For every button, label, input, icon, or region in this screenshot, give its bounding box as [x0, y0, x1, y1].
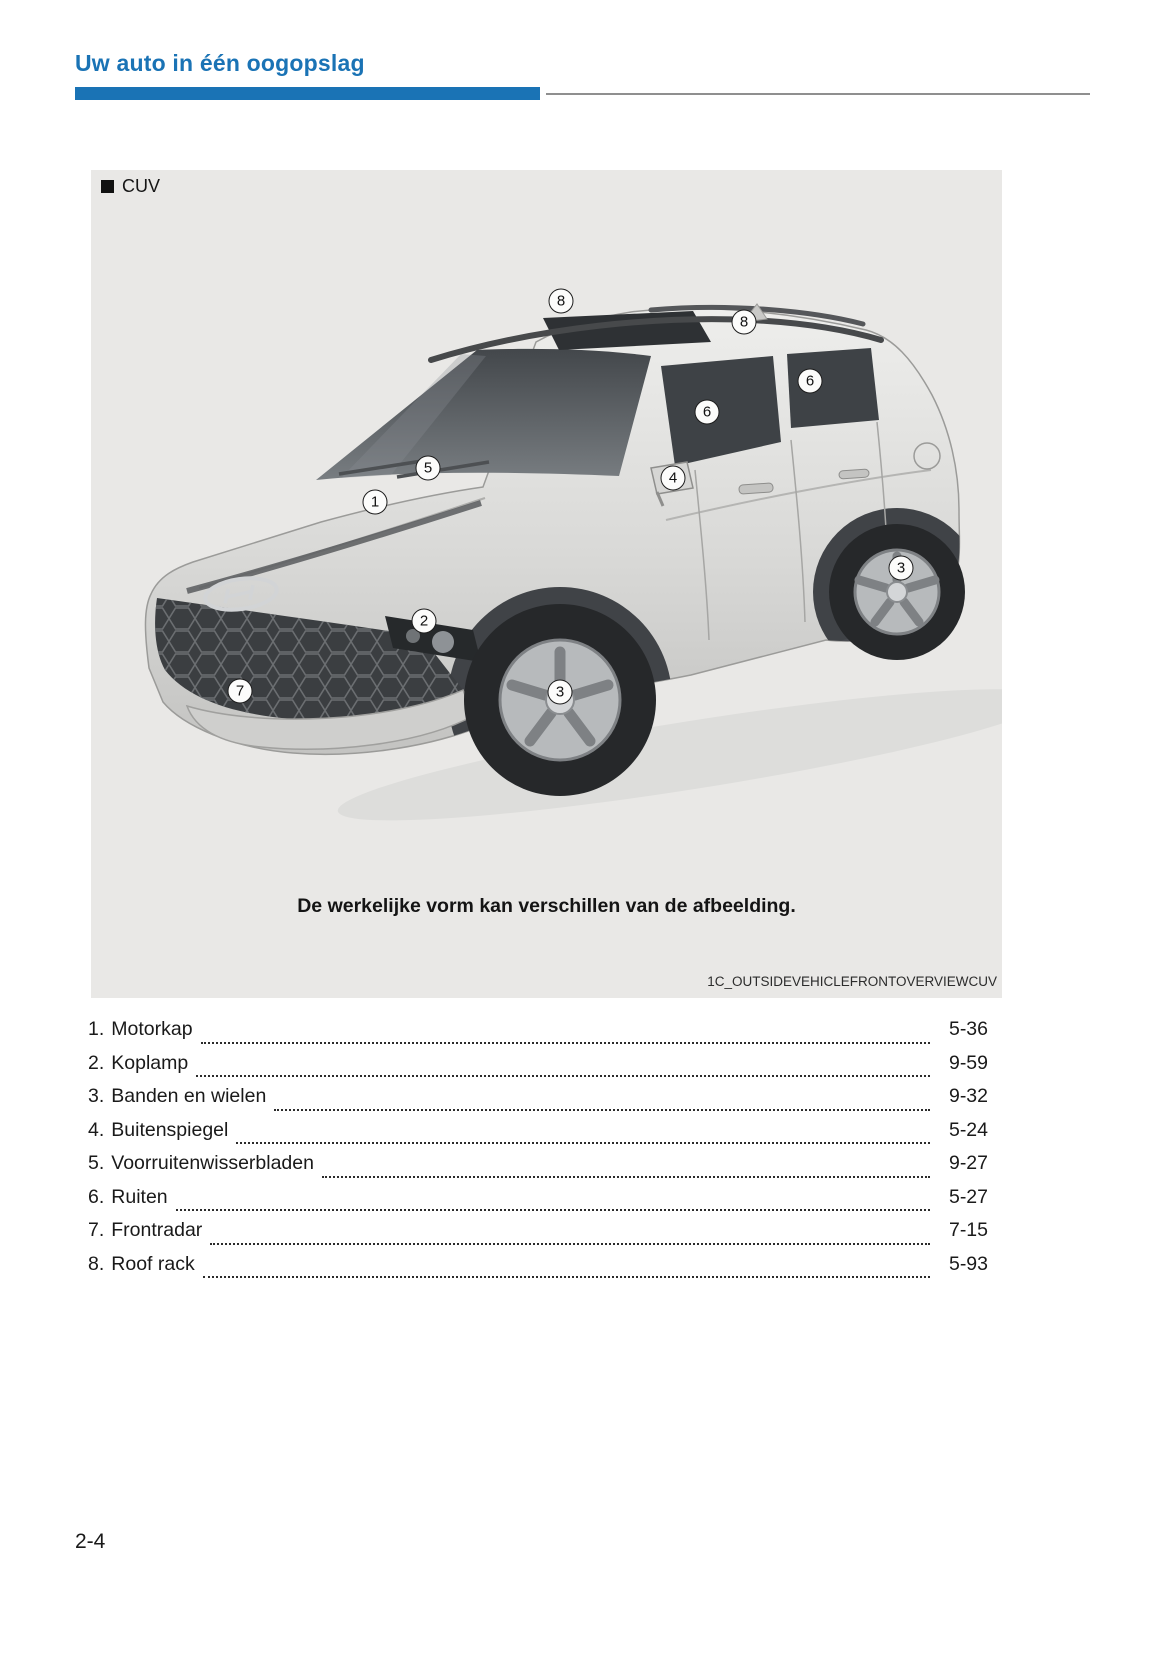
dotted-leader [168, 1186, 938, 1220]
parts-list [88, 1018, 988, 1286]
figure-caption: De werkelijke vorm kan verschillen van de afbeelding. [297, 895, 796, 917]
item-label: Motorkap [111, 1018, 193, 1040]
callout-8: 8 [549, 289, 574, 314]
dotted-leader [202, 1219, 938, 1253]
list-item [88, 1219, 988, 1253]
header-divider-line [546, 93, 1090, 95]
item-number: 7. [88, 1219, 105, 1241]
figure-image-id: 1C_OUTSIDEVEHICLEFRONTOVERVIEWCUV [707, 974, 997, 989]
callout-8: 8 [732, 310, 757, 335]
item-page-ref: 9-27 [948, 1152, 988, 1174]
item-label: Roof rack [111, 1252, 195, 1275]
item-label: Voorruitenwisserbladen [111, 1152, 314, 1174]
item-page-ref: 5-93 [948, 1252, 988, 1275]
list-item [88, 1085, 988, 1119]
dotted-leader [188, 1052, 938, 1086]
item-number: 1. [88, 1018, 105, 1040]
item-number: 6. [88, 1185, 105, 1208]
callout-7: 7 [228, 679, 253, 704]
figure-callouts [91, 170, 1002, 998]
accent-bar [75, 87, 540, 100]
dotted-leader [228, 1119, 938, 1153]
page-number: 2-4 [75, 1530, 106, 1553]
list-item [88, 1186, 988, 1220]
item-page-ref: 5-36 [948, 1018, 988, 1040]
item-label: Ruiten [111, 1185, 168, 1208]
callout-3: 3 [889, 556, 914, 581]
page-title: Uw auto in één oogopslag [75, 50, 365, 76]
item-number: 3. [88, 1085, 105, 1107]
item-label: Banden en wielen [111, 1085, 267, 1107]
variant-label: CUV [122, 176, 161, 196]
dotted-leader [195, 1253, 938, 1287]
item-page-ref: 5-27 [948, 1185, 988, 1208]
callout-5: 5 [416, 456, 441, 481]
item-page-ref: 7-15 [948, 1219, 988, 1241]
item-label: Buitenspiegel [111, 1118, 229, 1141]
list-item [88, 1152, 988, 1186]
item-page-ref: 9-59 [948, 1051, 988, 1074]
dotted-leader [314, 1152, 938, 1186]
item-label: Koplamp [111, 1051, 189, 1074]
item-page-ref: 5-24 [948, 1118, 988, 1141]
item-label: Frontradar [111, 1219, 203, 1241]
item-number: 4. [88, 1118, 105, 1141]
callout-2: 2 [412, 609, 437, 634]
callout-4: 4 [661, 466, 686, 491]
callout-6: 6 [695, 400, 720, 425]
list-item [88, 1052, 988, 1086]
vehicle-figure-panel [91, 170, 1002, 998]
list-item [88, 1119, 988, 1153]
callout-1: 1 [363, 490, 388, 515]
item-page-ref: 9-32 [948, 1085, 988, 1107]
dotted-leader [266, 1085, 938, 1119]
list-item [88, 1253, 988, 1287]
dotted-leader [193, 1018, 938, 1052]
item-number: 2. [88, 1051, 105, 1074]
item-number: 5. [88, 1152, 105, 1174]
item-number: 8. [88, 1252, 105, 1275]
header-rule [75, 87, 1090, 100]
callout-3: 3 [548, 680, 573, 705]
page-header [75, 50, 1090, 100]
callout-6: 6 [798, 369, 823, 394]
list-item [88, 1018, 988, 1052]
